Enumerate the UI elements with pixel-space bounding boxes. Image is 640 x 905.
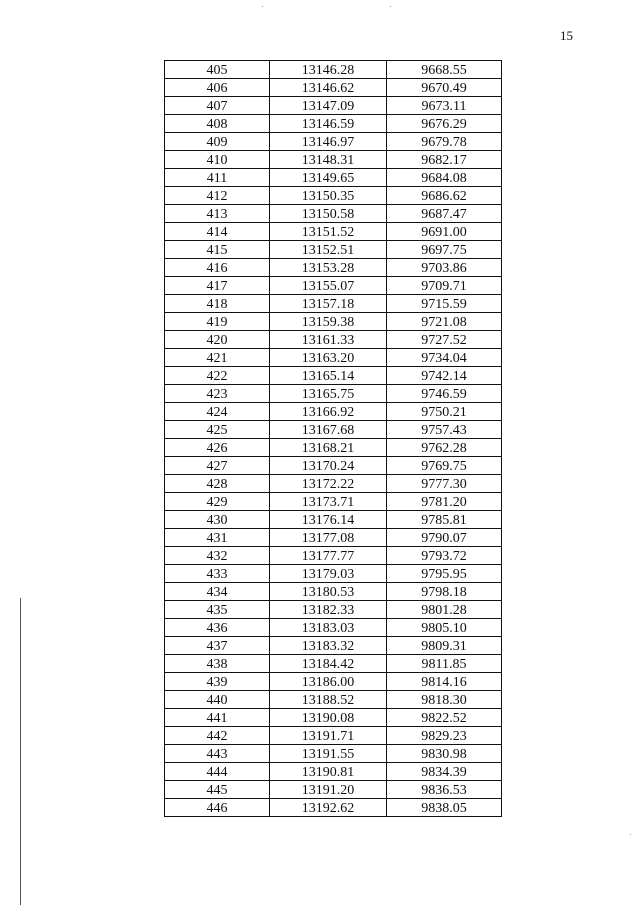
point-number-cell: 437 [165,637,270,655]
table-row [165,349,502,367]
table-row [165,367,502,385]
point-number-cell: 438 [165,655,270,673]
table-row [165,241,502,259]
x-coordinate-cell: 13146.28 [270,61,387,79]
point-number-cell: 426 [165,439,270,457]
y-coordinate-cell: 9811.85 [387,655,502,673]
point-number-cell: 411 [165,169,270,187]
y-coordinate-cell: 9742.14 [387,367,502,385]
table-row [165,655,502,673]
y-coordinate-cell: 9709.71 [387,277,502,295]
y-coordinate-cell: 9790.07 [387,529,502,547]
y-coordinate-cell: 9836.53 [387,781,502,799]
point-number-cell: 441 [165,709,270,727]
x-coordinate-cell: 13190.81 [270,763,387,781]
x-coordinate-cell: 13165.75 [270,385,387,403]
point-number-cell: 434 [165,583,270,601]
x-coordinate-cell: 13163.20 [270,349,387,367]
x-coordinate-cell: 13177.08 [270,529,387,547]
y-coordinate-cell: 9814.16 [387,673,502,691]
point-number-cell: 417 [165,277,270,295]
point-number-cell: 432 [165,547,270,565]
y-coordinate-cell: 9668.55 [387,61,502,79]
table-row [165,115,502,133]
point-number-cell: 435 [165,601,270,619]
table-row [165,763,502,781]
table-row [165,673,502,691]
scan-speck [390,6,391,7]
y-coordinate-cell: 9795.95 [387,565,502,583]
point-number-cell: 423 [165,385,270,403]
y-coordinate-cell: 9834.39 [387,763,502,781]
y-coordinate-cell: 9684.08 [387,169,502,187]
point-number-cell: 407 [165,97,270,115]
y-coordinate-cell: 9809.31 [387,637,502,655]
point-number-cell: 445 [165,781,270,799]
page-number: 15 [560,28,573,43]
table-row [165,97,502,115]
scan-speck [630,834,631,835]
point-number-cell: 446 [165,799,270,817]
x-coordinate-cell: 13146.62 [270,79,387,97]
point-number-cell: 406 [165,79,270,97]
x-coordinate-cell: 13153.28 [270,259,387,277]
x-coordinate-cell: 13173.71 [270,493,387,511]
point-number-cell: 427 [165,457,270,475]
coordinates-table [164,60,502,817]
table-row [165,151,502,169]
point-number-cell: 410 [165,151,270,169]
point-number-cell: 430 [165,511,270,529]
y-coordinate-cell: 9829.23 [387,727,502,745]
point-number-cell: 442 [165,727,270,745]
x-coordinate-cell: 13149.65 [270,169,387,187]
table-row [165,691,502,709]
y-coordinate-cell: 9781.20 [387,493,502,511]
x-coordinate-cell: 13176.14 [270,511,387,529]
x-coordinate-cell: 13191.71 [270,727,387,745]
y-coordinate-cell: 9762.28 [387,439,502,457]
x-coordinate-cell: 13180.53 [270,583,387,601]
point-number-cell: 405 [165,61,270,79]
table-row [165,169,502,187]
point-number-cell: 419 [165,313,270,331]
y-coordinate-cell: 9746.59 [387,385,502,403]
y-coordinate-cell: 9687.47 [387,205,502,223]
point-number-cell: 439 [165,673,270,691]
point-number-cell: 408 [165,115,270,133]
x-coordinate-cell: 13165.14 [270,367,387,385]
x-coordinate-cell: 13147.09 [270,97,387,115]
table-row [165,223,502,241]
point-number-cell: 413 [165,205,270,223]
y-coordinate-cell: 9777.30 [387,475,502,493]
y-coordinate-cell: 9818.30 [387,691,502,709]
y-coordinate-cell: 9686.62 [387,187,502,205]
table-row [165,295,502,313]
table-row [165,79,502,97]
table-row [165,205,502,223]
x-coordinate-cell: 13190.08 [270,709,387,727]
point-number-cell: 440 [165,691,270,709]
point-number-cell: 421 [165,349,270,367]
table-row [165,781,502,799]
x-coordinate-cell: 13191.55 [270,745,387,763]
y-coordinate-cell: 9830.98 [387,745,502,763]
x-coordinate-cell: 13170.24 [270,457,387,475]
x-coordinate-cell: 13183.03 [270,619,387,637]
point-number-cell: 431 [165,529,270,547]
table-row [165,475,502,493]
table-row [165,565,502,583]
table-row [165,439,502,457]
table-row [165,493,502,511]
table-row [165,619,502,637]
table-row [165,709,502,727]
point-number-cell: 436 [165,619,270,637]
y-coordinate-cell: 9798.18 [387,583,502,601]
x-coordinate-cell: 13150.35 [270,187,387,205]
table-row [165,529,502,547]
y-coordinate-cell: 9727.52 [387,331,502,349]
x-coordinate-cell: 13168.21 [270,439,387,457]
y-coordinate-cell: 9769.75 [387,457,502,475]
y-coordinate-cell: 9673.11 [387,97,502,115]
y-coordinate-cell: 9838.05 [387,799,502,817]
point-number-cell: 422 [165,367,270,385]
table-row [165,277,502,295]
y-coordinate-cell: 9682.17 [387,151,502,169]
y-coordinate-cell: 9793.72 [387,547,502,565]
table-row [165,583,502,601]
point-number-cell: 425 [165,421,270,439]
y-coordinate-cell: 9785.81 [387,511,502,529]
y-coordinate-cell: 9703.86 [387,259,502,277]
point-number-cell: 420 [165,331,270,349]
table-row [165,421,502,439]
x-coordinate-cell: 13146.59 [270,115,387,133]
y-coordinate-cell: 9801.28 [387,601,502,619]
y-coordinate-cell: 9691.00 [387,223,502,241]
x-coordinate-cell: 13177.77 [270,547,387,565]
table-row [165,61,502,79]
point-number-cell: 412 [165,187,270,205]
table-row [165,313,502,331]
x-coordinate-cell: 13182.33 [270,601,387,619]
table-row [165,403,502,421]
point-number-cell: 416 [165,259,270,277]
x-coordinate-cell: 13191.20 [270,781,387,799]
point-number-cell: 418 [165,295,270,313]
table-row [165,457,502,475]
table-row [165,133,502,151]
point-number-cell: 443 [165,745,270,763]
x-coordinate-cell: 13186.00 [270,673,387,691]
point-number-cell: 428 [165,475,270,493]
x-coordinate-cell: 13157.18 [270,295,387,313]
table-row [165,385,502,403]
coordinates-table-body [165,61,502,817]
table-row [165,727,502,745]
table-row [165,259,502,277]
y-coordinate-cell: 9805.10 [387,619,502,637]
x-coordinate-cell: 13166.92 [270,403,387,421]
x-coordinate-cell: 13148.31 [270,151,387,169]
point-number-cell: 433 [165,565,270,583]
y-coordinate-cell: 9679.78 [387,133,502,151]
scan-edge-line [20,598,21,905]
table-row [165,745,502,763]
y-coordinate-cell: 9697.75 [387,241,502,259]
x-coordinate-cell: 13159.38 [270,313,387,331]
point-number-cell: 424 [165,403,270,421]
x-coordinate-cell: 13155.07 [270,277,387,295]
table-row [165,511,502,529]
x-coordinate-cell: 13146.97 [270,133,387,151]
table-row [165,601,502,619]
x-coordinate-cell: 13161.33 [270,331,387,349]
y-coordinate-cell: 9676.29 [387,115,502,133]
x-coordinate-cell: 13167.68 [270,421,387,439]
y-coordinate-cell: 9715.59 [387,295,502,313]
x-coordinate-cell: 13188.52 [270,691,387,709]
point-number-cell: 415 [165,241,270,259]
table-row [165,187,502,205]
table-row [165,637,502,655]
table-row [165,799,502,817]
scan-speck [262,6,263,7]
x-coordinate-cell: 13151.52 [270,223,387,241]
x-coordinate-cell: 13179.03 [270,565,387,583]
point-number-cell: 444 [165,763,270,781]
x-coordinate-cell: 13184.42 [270,655,387,673]
x-coordinate-cell: 13192.62 [270,799,387,817]
point-number-cell: 414 [165,223,270,241]
x-coordinate-cell: 13172.22 [270,475,387,493]
y-coordinate-cell: 9670.49 [387,79,502,97]
table-row [165,547,502,565]
x-coordinate-cell: 13150.58 [270,205,387,223]
point-number-cell: 409 [165,133,270,151]
y-coordinate-cell: 9822.52 [387,709,502,727]
x-coordinate-cell: 13183.32 [270,637,387,655]
y-coordinate-cell: 9750.21 [387,403,502,421]
point-number-cell: 429 [165,493,270,511]
y-coordinate-cell: 9757.43 [387,421,502,439]
x-coordinate-cell: 13152.51 [270,241,387,259]
table-row [165,331,502,349]
y-coordinate-cell: 9721.08 [387,313,502,331]
y-coordinate-cell: 9734.04 [387,349,502,367]
